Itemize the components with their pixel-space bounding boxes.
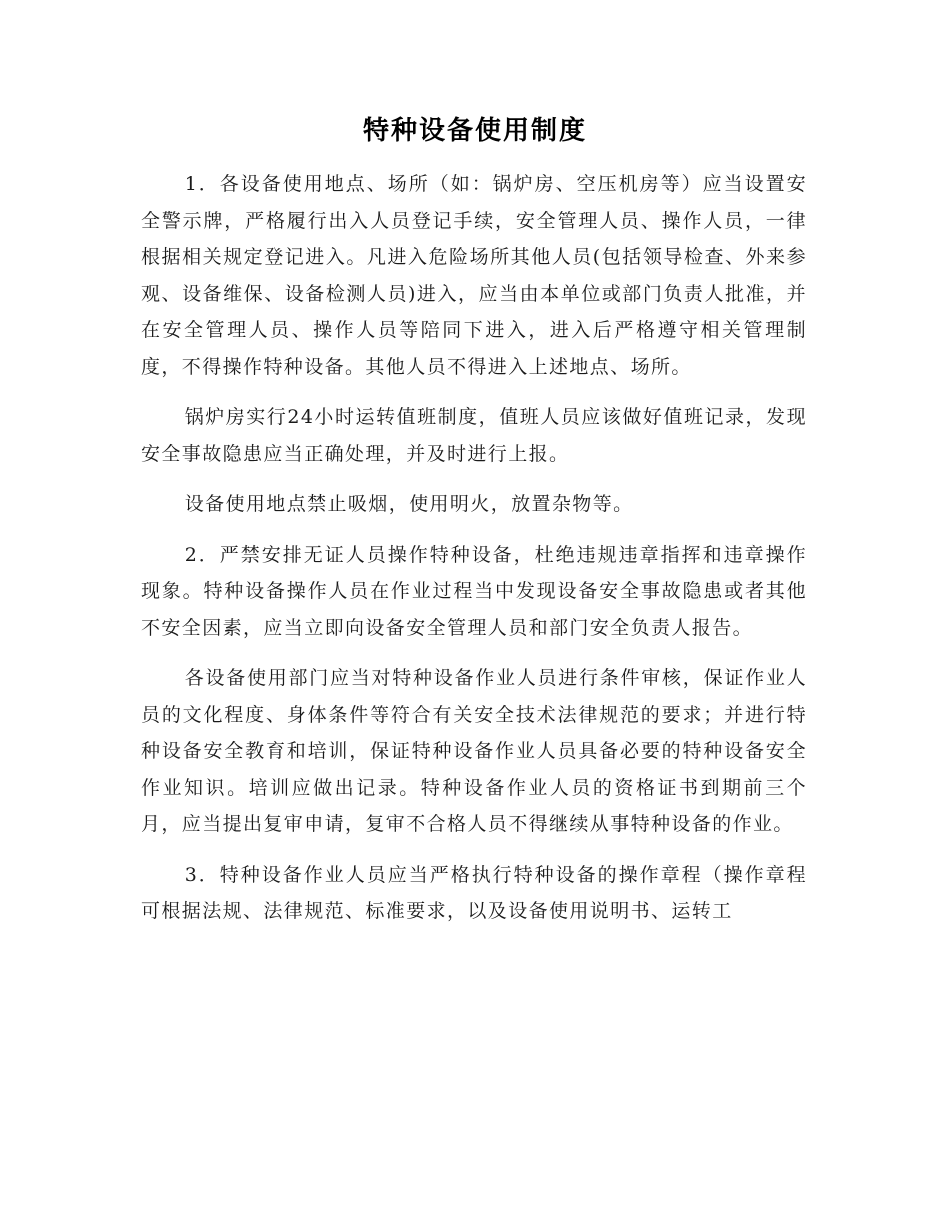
document-body	[141, 166, 807, 944]
paragraph-2: 锅炉房实行24小时运转值班制度，值班人员应该做好值班记录，发现安全事故隐患应当正确处理，并及时进行上报。	[141, 406, 807, 465]
paragraph-4: 2．严禁安排无证人员操作特种设备，杜绝违规违章指挥和违章操作现象。特种设备操作人员在作业过程当中发现设备安全事故隐患或者其他不安全因素，应当立即向设备安全管理人员和部门安全负责人报告。	[141, 543, 807, 639]
paragraph-3: 设备使用地点禁止吸烟，使用明火，放置杂物等。	[184, 493, 634, 515]
paragraph-1: 1．各设备使用地点、场所（如：锅炉房、空压机房等）应当设置安全警示牌，严格履行出入人员登记手续，安全管理人员、操作人员，一律根据相关规定登记进入。凡进入危险场所其他人员(包括领导检查、外来参观、设备维保、设备检测人员)进入，应当由本单位或部门负责人批准，并在安全管理人员、操作人员等陪同下进入，进入后严格遵守相关管理制度，不得操作特种设备。其他人员不得进入上述地点、场所。	[141, 173, 807, 378]
paragraph-6: 3．特种设备作业人员应当严格执行特种设备的操作章程（操作章程可根据法规、法律规范、标准要求，以及设备使用说明书、运转工	[141, 863, 807, 922]
paragraph-5: 各设备使用部门应当对特种设备作业人员进行条件审核，保证作业人员的文化程度、身体条件等符合有关安全技术法律规范的要求；并进行特种设备安全教育和培训，保证特种设备作业人员具备必要的特种设备安全作业知识。培训应做出记录。特种设备作业人员的资格证书到期前三个月，应当提出复审申请，复审不合格人员不得继续从事特种设备的作业。	[141, 667, 807, 835]
document-title: 特种设备使用制度	[362, 116, 587, 146]
